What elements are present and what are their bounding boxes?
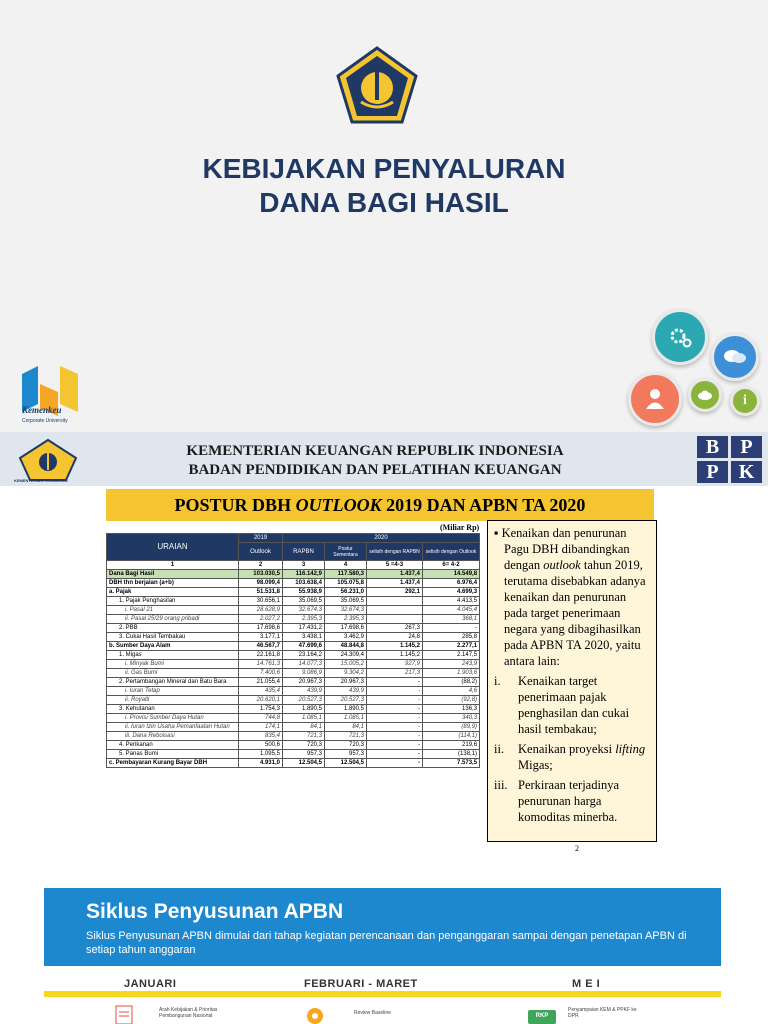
- table-cell: 267,3: [367, 624, 423, 633]
- table-cell: 720,3: [283, 741, 325, 750]
- table-cell: 35.069,5: [283, 597, 325, 606]
- header-outlook: Outlook: [239, 543, 283, 561]
- table-cell: 17.698,6: [239, 624, 283, 633]
- table-row: [107, 687, 480, 696]
- table-cell: 15.005,2: [325, 660, 367, 669]
- table-cell: 3.438,1: [283, 633, 325, 642]
- lead-text-2: tahun 2019, terutama disebabkan adanya kenaikan dan penurunan pada target penerimaan negara yang dibagihasilkan pada APBN TA 2020, yaitu antara lain:: [504, 558, 646, 668]
- table-cell: 23.164,2: [283, 651, 325, 660]
- table-cell: 2: [239, 561, 283, 570]
- person-icon: [628, 372, 682, 426]
- table-cell: 1.890,5: [283, 705, 325, 714]
- note-text-part: Migas;: [518, 758, 553, 772]
- table-cell: 32.674,3: [325, 606, 367, 615]
- table-cell: -: [367, 714, 423, 723]
- table-cell: 55.938,9: [283, 588, 325, 597]
- table-cell: 3.177,1: [239, 633, 283, 642]
- table-cell: 20.967,3: [283, 678, 325, 687]
- table-cell: 17.698,6: [325, 624, 367, 633]
- table-cell: 6.976,4: [423, 579, 480, 588]
- note-text: Perkiraan terjadinya penurunan harga komoditas minerba.: [518, 778, 619, 824]
- header-rapbn: RAPBN: [283, 543, 325, 561]
- kcu-brand: Kemenkeu: [22, 405, 62, 415]
- table-row: [107, 615, 480, 624]
- bppk-letter-p1: P: [731, 436, 762, 458]
- table-cell: 103.638,4: [283, 579, 325, 588]
- note-item-iii: [494, 777, 650, 825]
- table-cell: 439,9: [283, 687, 325, 696]
- table-cell: (88,2): [423, 678, 480, 687]
- table-cell: 835,4: [239, 732, 283, 741]
- table-cell: -: [367, 750, 423, 759]
- table-cell: 4.931,0: [239, 759, 283, 768]
- cloud-icon: [688, 378, 722, 412]
- table-row: [107, 750, 480, 759]
- table-cell: 500,6: [239, 741, 283, 750]
- rkp-badge: RKP: [528, 1010, 556, 1024]
- table-cell: 20.620,1: [239, 696, 283, 705]
- table-row: [107, 678, 480, 687]
- table-cell: 21.055,4: [239, 678, 283, 687]
- table-cell: 4.699,3: [423, 588, 480, 597]
- lead-italic: outlook: [543, 558, 581, 572]
- step-review-baseline: Review Baseline: [354, 1010, 391, 1016]
- row-label: 1. Migas: [107, 651, 239, 660]
- table-row: [107, 714, 480, 723]
- header-selisih-rapbn: selisih dengan RAPBN: [367, 543, 423, 561]
- table-cell: (92,8): [423, 696, 480, 705]
- table-row: [107, 633, 480, 642]
- gear-icon: [652, 309, 708, 365]
- step-arah-kebijakan: Arah Kebijakan & Prioritas Pembangunan Nasional: [159, 1007, 218, 1019]
- table-cell: 47.699,6: [283, 642, 325, 651]
- note-text-part: Kenaikan proyeksi: [518, 742, 616, 756]
- table-cell: 24,8: [367, 633, 423, 642]
- table-cell: 116.142,9: [283, 570, 325, 579]
- table-cell: 9.304,2: [325, 669, 367, 678]
- table-row: [107, 651, 480, 660]
- table-row: [107, 669, 480, 678]
- note-text: [518, 741, 650, 773]
- table-cell: 217,3: [367, 669, 423, 678]
- row-label: 3. Cukai Hasil Tembakau: [107, 633, 239, 642]
- table-cell: 1: [107, 561, 239, 570]
- table-cell: 12.504,5: [325, 759, 367, 768]
- table-cell: 5 =4-3: [367, 561, 423, 570]
- table-cell: 7.400,6: [239, 669, 283, 678]
- row-label: ii. Royalti: [107, 696, 239, 705]
- table-cell: 14.549,8: [423, 570, 480, 579]
- table-cell: 721,3: [283, 732, 325, 741]
- table-row: [107, 606, 480, 615]
- row-label: i. Iuran Tetap: [107, 687, 239, 696]
- table-cell: 3: [283, 561, 325, 570]
- row-label: 5. Panas Bumi: [107, 750, 239, 759]
- header-uraian: URAIAN: [107, 534, 239, 561]
- table-cell: 2.277,1: [423, 642, 480, 651]
- table-cell: 136,3: [423, 705, 480, 714]
- table-cell: 35.069,5: [325, 597, 367, 606]
- table-cell: 1.437,4: [367, 579, 423, 588]
- table-cell: 84,1: [325, 723, 367, 732]
- table-cell: 957,3: [325, 750, 367, 759]
- notes-lead: [494, 525, 650, 669]
- table-cell: 7.573,5: [423, 759, 480, 768]
- table-cell: 4.045,4: [423, 606, 480, 615]
- row-label: a. Pajak: [107, 588, 239, 597]
- table-cell: 14.761,3: [239, 660, 283, 669]
- table-cell: 117.580,3: [325, 570, 367, 579]
- kemenkeu-logo-caption: KEMENTERIAN KEUANGAN: [14, 478, 68, 483]
- table-cell: 1.145,2: [367, 642, 423, 651]
- table-cell: 435,4: [239, 687, 283, 696]
- table-cell: 744,8: [239, 714, 283, 723]
- table-cell: (138,1): [423, 750, 480, 759]
- title-italic: OUTLOOK: [295, 495, 382, 515]
- table-cell: 292,1: [367, 588, 423, 597]
- table-cell: 48.844,8: [325, 642, 367, 651]
- table-row: [107, 741, 480, 750]
- table-row: [107, 579, 480, 588]
- page-number: 2: [575, 844, 579, 853]
- row-label: ii. Iuran Izin Usaha Pemanfaatan Hutan: [107, 723, 239, 732]
- timeline-line: [44, 991, 721, 997]
- table-cell: -: [423, 624, 480, 633]
- table-cell: 84,1: [283, 723, 325, 732]
- table-row: [107, 588, 480, 597]
- table-cell: 1.903,6: [423, 669, 480, 678]
- clipboard-icon: [110, 1004, 140, 1024]
- table-cell: 1.095,5: [239, 750, 283, 759]
- note-num: iii.: [494, 778, 508, 792]
- table-cell: 1.145,2: [367, 651, 423, 660]
- table-row: [107, 759, 480, 768]
- note-item-i: [494, 673, 650, 737]
- row-label: i. Provisi Sumber Daya Hutan: [107, 714, 239, 723]
- table-cell: 28.628,9: [239, 606, 283, 615]
- table-cell: 439,9: [325, 687, 367, 696]
- info-icon: i: [730, 386, 760, 416]
- table-cell: (114,1): [423, 732, 480, 741]
- table-cell: -: [367, 741, 423, 750]
- table-row: [107, 624, 480, 633]
- header-2020: 2020: [283, 534, 480, 543]
- table-cell: 721,3: [325, 732, 367, 741]
- review-icon: [300, 1004, 330, 1024]
- row-label: 3. Kehutanan: [107, 705, 239, 714]
- bppk-logo: [697, 436, 763, 484]
- table-row: [107, 570, 480, 579]
- dbh-posture-slide: [0, 432, 768, 864]
- header-2019: 2019: [239, 534, 283, 543]
- table-cell: 4,6: [423, 687, 480, 696]
- table-cell: 4: [325, 561, 367, 570]
- table-cell: 219,6: [423, 741, 480, 750]
- row-label: 2. Pertambangan Mineral dan Batu Bara: [107, 678, 239, 687]
- dbh-table: [106, 533, 480, 768]
- table-cell: 340,3: [423, 714, 480, 723]
- table-cell: (89,9): [423, 723, 480, 732]
- kemenkeu-emblem: [336, 46, 418, 124]
- title-line-2: DANA BAGI HASIL: [259, 187, 509, 218]
- table-row: [107, 732, 480, 741]
- table-row: [107, 660, 480, 669]
- ministry-heading: [120, 442, 630, 480]
- notes-panel: [487, 520, 657, 842]
- table-cell: 2.395,3: [283, 615, 325, 624]
- table-cell: 3.462,9: [325, 633, 367, 642]
- table-cell: 1.085,1: [283, 714, 325, 723]
- table-cell: -: [367, 678, 423, 687]
- table-cell: 98.099,4: [239, 579, 283, 588]
- row-label: Dana Bagi Hasil: [107, 570, 239, 579]
- unit-label: (Miliar Rp): [440, 523, 480, 532]
- table-cell: -: [367, 687, 423, 696]
- apbn-cycle-slide: [44, 888, 721, 1024]
- index-row: [107, 561, 480, 570]
- table-cell: [367, 606, 423, 615]
- table-cell: 20.527,3: [283, 696, 325, 705]
- table-cell: 9.086,9: [283, 669, 325, 678]
- row-label: i. Pasal 21: [107, 606, 239, 615]
- table-cell: 20.967,3: [325, 678, 367, 687]
- table-cell: 24.309,4: [325, 651, 367, 660]
- table-cell: 56.231,0: [325, 588, 367, 597]
- table-cell: 2.147,5: [423, 651, 480, 660]
- table-cell: 32.674,3: [283, 606, 325, 615]
- table-cell: 720,3: [325, 741, 367, 750]
- table-cell: 1.754,3: [239, 705, 283, 714]
- table-cell: -: [367, 696, 423, 705]
- table-cell: -: [367, 732, 423, 741]
- table-cell: 6= 4-2: [423, 561, 480, 570]
- table-row: [107, 723, 480, 732]
- table-cell: 14.077,3: [283, 660, 325, 669]
- row-label: DBH thn berjalan (a+b): [107, 579, 239, 588]
- table-cell: 4.413,5: [423, 597, 480, 606]
- bullet-icon: ▪: [494, 526, 499, 540]
- bppk-letter-p2: P: [697, 461, 728, 483]
- table-row: [107, 696, 480, 705]
- table-cell: 285,8: [423, 633, 480, 642]
- table-cell: 17.431,2: [283, 624, 325, 633]
- table-cell: 2.027,2: [239, 615, 283, 624]
- month-februari-maret: FEBRUARI - MARET: [304, 978, 418, 990]
- table-cell: 51.531,8: [239, 588, 283, 597]
- note-item-ii: [494, 741, 650, 773]
- table-cell: 22.161,8: [239, 651, 283, 660]
- row-label: ii. Pasal 25/29 orang pribadi: [107, 615, 239, 624]
- cycle-description: Siklus Penyusunan APBN dimulai dari tahap kegiatan perencanaan dan penganggaran sampai dengan penetapan APBN di setiap tahun anggaran: [86, 930, 687, 956]
- table-cell: 46.567,7: [239, 642, 283, 651]
- table-cell: 927,9: [367, 660, 423, 669]
- ministry-line-1: KEMENTERIAN KEUANGAN REPUBLIK INDONESIA: [186, 443, 564, 459]
- table-cell: 243,9: [423, 660, 480, 669]
- row-label: b. Sumber Daya Alam: [107, 642, 239, 651]
- table-cell: 30.656,1: [239, 597, 283, 606]
- note-num: i.: [494, 674, 501, 688]
- lead-text-1: Kenaikan dan penurunan Pagu DBH dibandingkan dengan: [501, 526, 630, 572]
- title-post: 2019 DAN APBN TA 2020: [381, 495, 586, 515]
- kcu-subtitle: Corporate University: [22, 418, 68, 424]
- table-cell: 103.030,5: [239, 570, 283, 579]
- header-selisih-outlook: selisih dengan Outlook: [423, 543, 480, 561]
- title-line-1: KEBIJAKAN PENYALURAN: [202, 153, 566, 184]
- note-text: Kenaikan target penerimaan pajak penghasilan dan cukai hasil tembakau;: [518, 674, 630, 736]
- table-cell: 1.437,4: [367, 570, 423, 579]
- table-cell: 2.395,3: [325, 615, 367, 624]
- cycle-title: Siklus Penyusunan APBN: [86, 900, 344, 923]
- slide-title: [106, 489, 654, 521]
- table-cell: [367, 615, 423, 624]
- title-slide: [0, 0, 768, 432]
- row-label: 1. Pajak Penghasilan: [107, 597, 239, 606]
- table-cell: 1.085,1: [325, 714, 367, 723]
- bppk-letter-b: B: [697, 436, 728, 458]
- table-cell: 105.075,8: [325, 579, 367, 588]
- table-row: [107, 597, 480, 606]
- row-label: 4. Perikanan: [107, 741, 239, 750]
- row-label: ii. Gas Bumi: [107, 669, 239, 678]
- table-row: [107, 705, 480, 714]
- bppk-letter-k: K: [731, 461, 762, 483]
- table-cell: -: [367, 759, 423, 768]
- title-pre: POSTUR DBH: [174, 495, 296, 515]
- table-cell: [367, 597, 423, 606]
- header-postur: Postur Sementara: [325, 543, 367, 561]
- chat-icon: [711, 333, 759, 381]
- ministry-line-2: BADAN PENDIDIKAN DAN PELATIHAN KEUANGAN: [188, 462, 562, 478]
- note-num: ii.: [494, 742, 505, 756]
- month-januari: JANUARI: [124, 978, 177, 990]
- table-cell: 12.504,5: [283, 759, 325, 768]
- table-row: [107, 642, 480, 651]
- presentation-title: [0, 152, 768, 220]
- table-cell: 957,3: [283, 750, 325, 759]
- step-kem-ppkf: Penyampaian KEM & PPKF ke DPR: [568, 1007, 637, 1019]
- row-label: 2. PBB: [107, 624, 239, 633]
- row-label: c. Pembayaran Kurang Bayar DBH: [107, 759, 239, 768]
- row-label: iii. Dana Reboisasi: [107, 732, 239, 741]
- table-cell: 1.890,5: [325, 705, 367, 714]
- month-mei: M E I: [572, 978, 601, 990]
- table-cell: 20.527,3: [325, 696, 367, 705]
- row-label: i. Minyak Bumi: [107, 660, 239, 669]
- table-cell: 174,1: [239, 723, 283, 732]
- table-cell: -: [367, 705, 423, 714]
- table-cell: 368,1: [423, 615, 480, 624]
- note-italic: lifting: [615, 742, 646, 756]
- table-cell: -: [367, 723, 423, 732]
